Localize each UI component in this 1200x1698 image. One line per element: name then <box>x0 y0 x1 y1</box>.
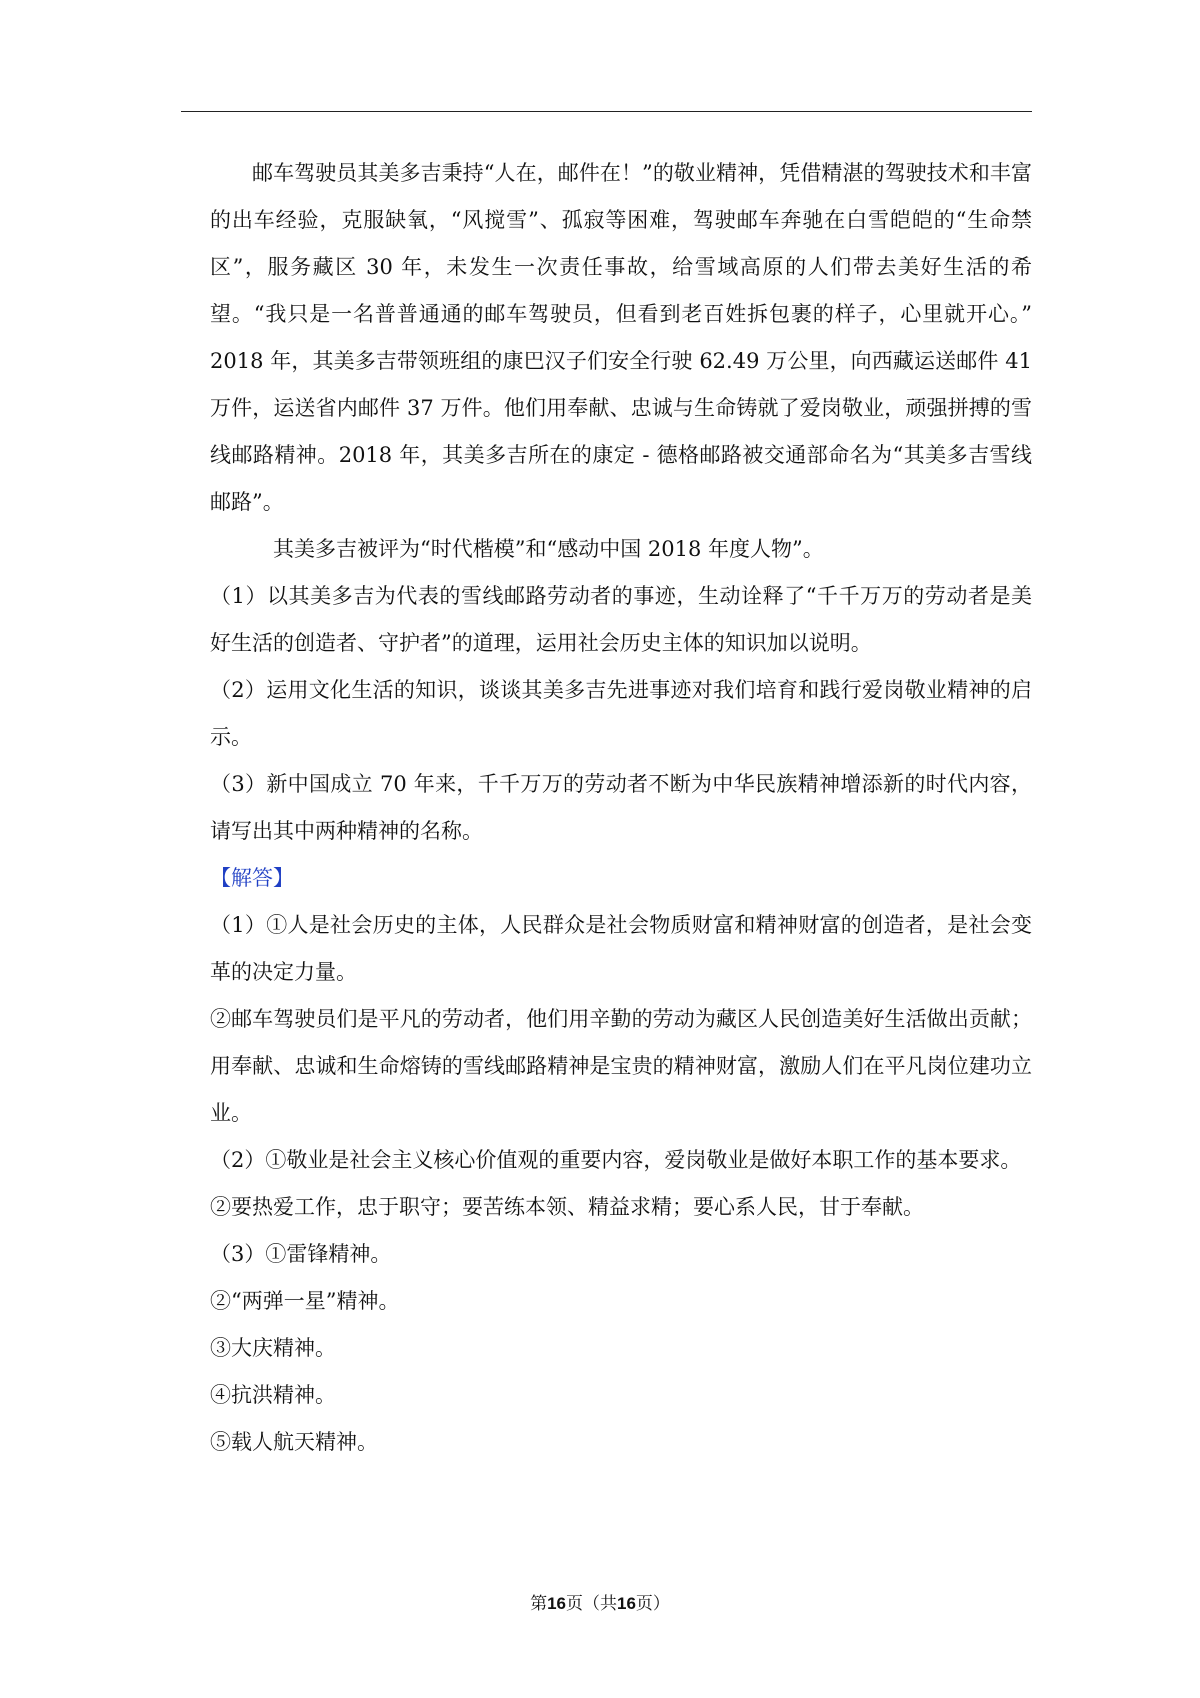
total-page-number: 16 <box>617 1594 636 1613</box>
answer-title: 【解答】 <box>210 866 294 890</box>
answer-line: ④抗洪精神。 <box>210 1383 336 1407</box>
footer-prefix: 第 <box>530 1594 548 1614</box>
passage-paragraph: 其美多吉被评为“时代楷模”和“感动中国 2018 年度人物”。 <box>273 537 824 561</box>
answer-line: （1）①人是社会历史的主体，人民群众是社会物质财富和精神财富的创造者，是社会变革的决定力量。 <box>210 913 1032 984</box>
header-rule <box>181 111 1032 112</box>
answer-line: ②“两弹一星”精神。 <box>210 1289 400 1313</box>
answer-line: ③大庆精神。 <box>210 1336 336 1360</box>
question-2: （2）运用文化生活的知识，谈谈其美多吉先进事迹对我们培育和践行爱岗敬业精神的启示。 <box>210 678 1032 749</box>
page-footer <box>0 1592 1200 1616</box>
answer-line: ②邮车驾驶员们是平凡的劳动者，他们用辛勤的劳动为藏区人民创造美好生活做出贡献；用奉献、忠诚和生命熔铸的雪线邮路精神是宝贵的精神财富，激励人们在平凡岗位建功立业。 <box>210 1007 1032 1125</box>
footer-middle: 页（共 <box>566 1594 617 1614</box>
answer-line: （2）①敬业是社会主义核心价值观的重要内容，爱岗敬业是做好本职工作的基本要求。 <box>210 1148 1022 1172</box>
current-page-number: 16 <box>547 1594 566 1613</box>
question-3: （3）新中国成立 70 年来，千千万万的劳动者不断为中华民族精神增添新的时代内容，请写出其中两种精神的名称。 <box>210 772 1032 843</box>
answer-line: ⑤载人航天精神。 <box>210 1430 378 1454</box>
answer-line: （3）①雷锋精神。 <box>210 1242 392 1266</box>
page-content <box>210 150 1032 1466</box>
question-1: （1）以其美多吉为代表的雪线邮路劳动者的事迹，生动诠释了“千千万万的劳动者是美好生活的创造者、守护者”的道理，运用社会历史主体的知识加以说明。 <box>210 584 1032 655</box>
footer-suffix: 页） <box>635 1594 670 1614</box>
passage-paragraph: 邮车驾驶员其美多吉秉持“人在，邮件在！”的敬业精神，凭借精湛的驾驶技术和丰富的出车经验，克服缺氧，“风搅雪”、孤寂等困难，驾驶邮车奔驰在白雪皑皑的“生命禁区”，服务藏区 30 年，未发生一次责任事故，给雪域高原的人们带去美好生活的希望。“我只是一名普普通通的邮车驾驶员，但看到老百姓拆包裹的样子，心里就开心。” 2018 年，其美多吉带领班组的康巴汉子们安全行驶 62.49 万公里，向西藏运送邮件 41 万件，运送省内邮件 37 万件。他们用奉献、忠诚与生命铸就了爱岗敬业，顽强拼搏的雪线邮路精神。2018 年，其美多吉所在的康定 - 德格邮路被交通部命名为“其美多吉雪线邮路”。 <box>210 161 1032 514</box>
answer-line: ②要热爱工作，忠于职守；要苦练本领、精益求精；要心系人民，甘于奉献。 <box>210 1195 924 1219</box>
